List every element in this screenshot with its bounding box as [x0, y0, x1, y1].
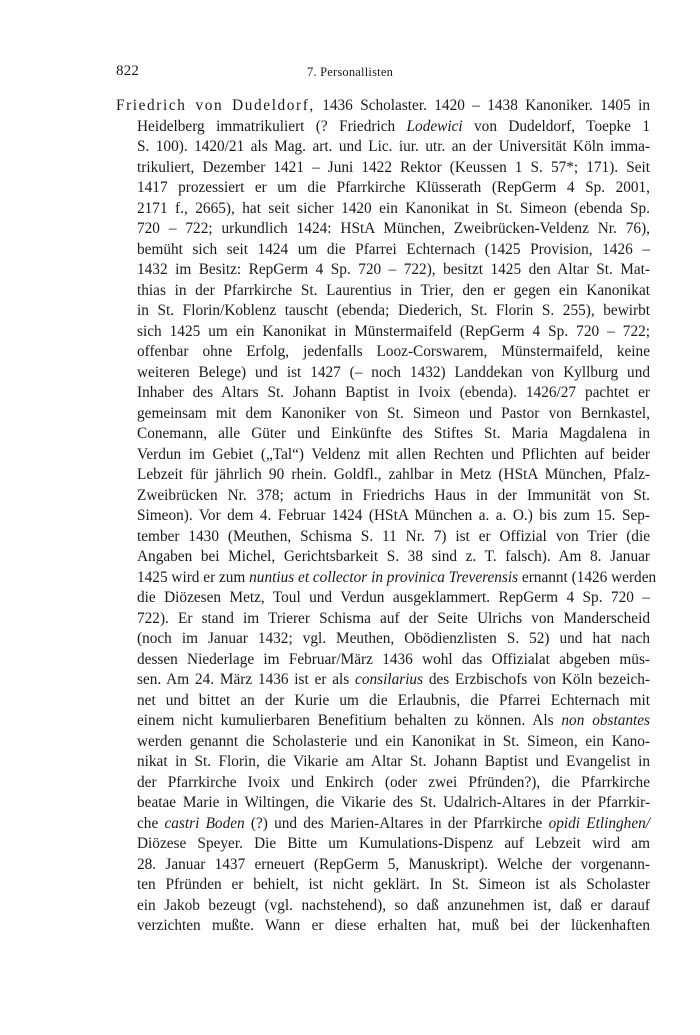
text-line: thias in der Pfarrkirche St. Laurentius in Trier, den er gegen ein Kanonikat — [137, 281, 650, 299]
text-line: net und bittet an der Kurie um die Erlaubnis, die Pfarrei Echternach mit — [137, 691, 650, 709]
biographical-entry — [116, 96, 657, 937]
text-line: che castri Boden (?) und des Marien-Altares in der Pfarrkirche opidi Etlinghen/ — [137, 814, 651, 832]
text-line: weiteren Belege) und ist 1427 (– noch 1432) Landdekan von Kyllburg und — [137, 363, 650, 381]
italic-term: consilarius — [355, 671, 424, 688]
text-line: 720 – 722; urkundlich 1424: HStA München, Zweibrücken-Veldenz Nr. 76), — [137, 220, 650, 237]
text-line: ten Pfründen er behielt, ist nicht geklärt. In St. Simeon ist als Scholaster — [137, 876, 650, 893]
text-line: dessen Niederlage im Februar/März 1436 wohl das Offizialat abgeben müs- — [137, 650, 650, 668]
text-line: Lebzeit für jährlich 90 rhein. Goldfl., zahlbar in Metz (HStA München, Pfalz- — [137, 466, 650, 483]
text-line: Conemann, alle Güter und Einkünfte des Stiftes St. Maria Magdalena in — [137, 425, 650, 442]
entry-name: Friedrich von Dudeldorf, — [116, 97, 315, 114]
page-number: 822 — [116, 63, 140, 79]
text-line: 1417 prozessiert er um die Pfarrkirche Klüsserath (RepGerm 4 Sp. 2001, — [137, 179, 650, 196]
text-line: sich 1425 um ein Kanonikat in Münstermaifeld (RepGerm 4 Sp. 720 – 722; — [137, 322, 650, 340]
text-line: Verdun im Gebiet („Tal“) Veldenz mit allen Rechten und Pflichten auf beider — [137, 445, 650, 463]
text-line: offenbar ohne Erfolg, jedenfalls Looz-Corswarem, Münstermaifeld, keine — [137, 343, 650, 360]
text-line: 28. Januar 1437 erneuert (RepGerm 5, Manuskript). Welche der vorgenann- — [137, 855, 650, 873]
italic-term: Lodewici — [406, 117, 463, 135]
text-line: verzichten mußte. Wann er diese erhalten hat, muß bei der lückenhaften — [137, 917, 650, 934]
text-line: S. 100). 1420/21 als Mag. art. und Lic. iur. utr. an der Universität Köln imma- — [137, 138, 650, 155]
text-line: 1425 wird er zum nuntius et collector in provinica Treverensis ernannt (1426 werden — [137, 568, 657, 586]
text-line: beatae Marie in Wiltingen, die Vikarie des St. Udalrich-Altares in der Pfarrkir- — [137, 794, 650, 811]
text-line: trikuliert, Dezember 1421 – Juni 1422 Rektor (Keussen 1 S. 57*; 171). Seit — [137, 158, 650, 176]
italic-term: opidi Etlinghen/ — [548, 814, 651, 832]
text-line: Angaben bei Michel, Gerichtsbarkeit S. 38 sind z. T. falsch). Am 8. Januar — [137, 548, 650, 565]
text-line: die Diözesen Metz, Toul und Verdun ausgeklammert. RepGerm 4 Sp. 720 – — [137, 589, 650, 606]
text-line: einem nicht kumulierbaren Benefitium behalten zu können. Als non obstantes — [137, 712, 651, 729]
italic-term: castri Boden — [164, 814, 245, 832]
text-line: bemüht sich seit 1424 um die Pfarrei Echternach (1425 Provision, 1426 – — [137, 240, 650, 258]
text-line: Diözese Speyer. Die Bitte um Kumulations-Dispenz auf Lebzeit wird am — [137, 835, 650, 852]
text-line: sen. Am 24. März 1436 ist er als consilarius des Erzbischofs von Köln bezeich- — [137, 671, 650, 688]
text-line: nikat in St. Florin, die Vikarie am Altar St. Johann Baptist und Evangelist in — [137, 753, 650, 770]
text-line: in St. Florin/Koblenz tauscht (ebenda; Diederich, St. Florin S. 255), bewirbt — [137, 302, 650, 319]
text-line: (noch im Januar 1432; vgl. Meuthen, Obödienzlisten S. 52) und hat nach — [137, 630, 650, 647]
text-line: Simeon). Vor dem 4. Februar 1424 (HStA München a. a. O.) bis zum 15. Sep- — [137, 507, 650, 524]
text-line: 722). Er stand im Trierer Schisma auf der Seite Ulrichs von Manderscheid — [137, 609, 650, 627]
text-line: Inhaber des Altars St. Johann Baptist in Ivoix (ebenda). 1426/27 pachtet er — [137, 384, 650, 401]
italic-term: non obstantes — [561, 712, 651, 729]
text-line: Heidelberg immatrikuliert (? Friedrich Lodewici von Dudeldorf, Toepke 1 — [137, 117, 650, 135]
text-line: 1432 im Besitz: RepGerm 4 Sp. 720 – 722), besitzt 1425 den Altar St. Mat- — [137, 261, 650, 278]
italic-term: nuntius et collector in provinica Treverensis — [249, 568, 519, 586]
text-line: der Pfarrkirche Ivoix und Enkirch (oder zwei Pfründen?), die Pfarrkirche — [137, 773, 650, 791]
text-line: werden genannt die Scholasterie und ein Kanonikat in St. Simeon, ein Kano- — [137, 732, 650, 750]
text-line: 2171 f., 2665), hat seit sicher 1420 ein Kanonikat in St. Simeon (ebenda Sp. — [137, 199, 650, 217]
text-line: ein Jakob bezeugt (vgl. nachstehend), so daß anzunehmen ist, daß er darauf — [137, 896, 650, 914]
running-head: 7. Personallisten — [306, 65, 394, 79]
text-line: gemeinsam mit dem Kanoniker von St. Simeon und Pastor von Bernkastel, — [137, 404, 650, 422]
text-line: Friedrich von Dudeldorf, 1436 Scholaster. 1420 – 1438 Kanoniker. 1405 in — [116, 97, 650, 114]
text-line: Zweibrücken Nr. 378; actum in Friedrichs Haus in der Immunität von St. — [137, 486, 650, 504]
text-line: tember 1430 (Meuthen, Schisma S. 11 Nr. 7) ist er Offizial von Trier (die — [137, 527, 650, 545]
